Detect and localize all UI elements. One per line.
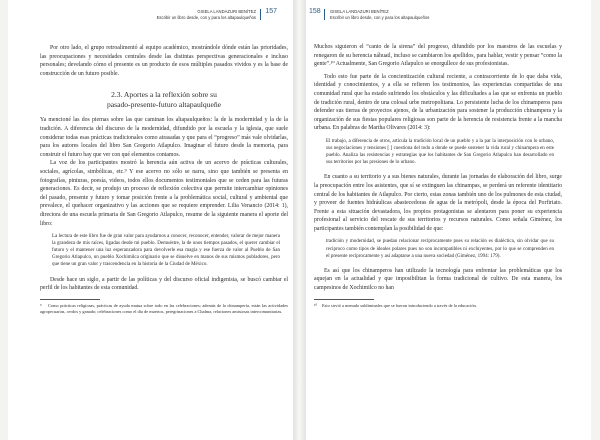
- right-footnote: [314, 303, 562, 309]
- right-block-quote-2: tradición y modernidad, se puedan relacionar recíprocamente pues su relación es dialéctica, sin olvidar que su reciproco como tipos de ideales polares pues no son incompatibles ni excluyentes, por lo que se comprenden en el presente recíprocamente y así adaptarse a una nueva sociedad (Giménez, 1994: 179).: [326, 239, 554, 259]
- right-paragraph-3: En cuanto a su territorio y a sus bienes naturales, durante las jornadas de elaboración del libro, surge la preocupación entre los asistentes, que sí se extinguen las chinampas, se perderá un referente identitario central de los habitantes de Atlapulco. Por cierto, estas zonas también uno de los pulmones de esta ciudad, y proveer de fuentes hidráulicas abastecedoras de agua de la metrópoli, desde la época del Porfiriato. Frente a esta situación devastadora, los propios protagonistas se alentaron para poner su experiencia profesional al servicio del rescate de sus territorios y recursos naturales. Como señala Giménez, los participantes también contemplan la posibilidad de que:: [314, 174, 562, 232]
- right-page: [306, 0, 591, 440]
- right-footnote-mark: ¹⁰: [314, 302, 318, 308]
- right-paragraph-1: Muchos siguieron el “canto de la sirena” del progreso, difundido por los maestros de las escuelas y renegaron de su herencia náhuatl, incluso se cambiaron los apellidos, para hablar, vestir y pensar “como la gente”.¹⁰ Actualmente, San Gregorio Atlapulco se enorgullece de sus profesionistas.: [314, 44, 562, 68]
- left-paragraph-3: La voz de los participantes mostró la herencia aún activa de un acervo de prácticas culturales, sociales, agrícolas, simbólicas, etc.⁹ Y ese acervo no sólo se narra, sino que también se presenta en fotografías, pinturas, poesía, videos, todos ellos documentos testimoniales que se ceden para las futuras generaciones. Es decir, se produjo un proceso de reflexión colectiva que permite intercambiar opiniones del pasado, presente y futuro y tomar posición frente a la problemática social, cultural y ambiental que prevalece, el quehacer organizativo y las acciones que se requiere emprender. Lilia Venancio (2014: 1), directora de una escuela primaria de San Gregorio Atlapulco, resume de la siguiente manera el aporte del libro:: [40, 160, 288, 227]
- right-page-body: [314, 43, 562, 308]
- left-header-text: [157, 9, 256, 20]
- left-footnote-text: Como prácticas religiosas, prácticas de ayuda mutua sobre todo en las celebraciones; además de la chinampería, están las actividades agropecuarias, cerdos y ganado; celebraciones como el día de muertos, peregrinaciones a Chalma, relaciones amistosas intercomunitarias.: [40, 302, 288, 314]
- left-footnote-mark: ⁹: [40, 302, 42, 308]
- left-footnote-rule: [40, 299, 100, 300]
- left-page-number: 157: [265, 8, 277, 15]
- left-paragraph-1: Por otro lado, el grupo retroalimentó al equipo académico, mostrándole dónde están las prioridades, las preocupaciones y necesidades centrales desde las distintas perspectivas generacionales e incluso personales; develando cómo el presente es un producto de esos múltiples pasados vividos y es la base de construcción de un futuro posible.: [40, 45, 288, 77]
- right-header-author: GISELA LANDAZURI BENÍTEZ: [330, 9, 389, 14]
- book-gutter: [293, 0, 306, 440]
- section-heading-line-1: 2.3. Aportes a la reflexión sobre su: [111, 90, 217, 100]
- left-header-divider: [260, 9, 261, 20]
- right-header-text: [330, 9, 429, 20]
- left-page-body: [40, 44, 288, 314]
- right-closing-paragraph: Es así que los chinamperos han utilizado la tecnología para enfrentar las problemáticas que los aquejan en la actualidad y que imposibilitan la forma tradicional de cultivo. De esta manera, los campesinos de Xochimilco no han: [314, 267, 562, 291]
- section-heading: [40, 90, 288, 110]
- right-footnote-rule: [314, 299, 374, 300]
- left-footnote: [40, 303, 288, 315]
- left-header-subtitle: Escribir un libro desde, con y para los altapaulqueños: [156, 14, 256, 20]
- right-paragraph-2: Todo esto fue parte de la concientización cultural reciente, a contracorriente de lo que daba vida, identidad y conocimientos, y a ella se refieren los testimonios, las experiencias compartidas de una comunidad rural que ha estado sufriendo los obstáculos y las dificultades a las que se enfrenta un pueblo de tradición rural, dentro de una colosal urbe metropolitana. Lo persistente lucha de los chinamperos para defender sus tierras de proyectos ajenos, de la urbanización para sostener la producción chinampera y la organización de sus fiestas populares religiosas son parte de la herencia de resistencia frente a la mancha urbana. En palabras de Martha Olivares (2014: 3):: [314, 73, 562, 132]
- left-page: [8, 0, 293, 440]
- right-header-divider: [324, 9, 325, 20]
- left-block-quote: La lectura de este libro fue de gran valor para ayudarnos a conocer, reconocer, entender, valorar de mejor manera la grandeza de mis raíces, ligadas desde mi pueblo. Demuéstre, la de unos tiempos pasados, el querer cambiar el futuro y el mantener una luz esperanzadora para devolverle esa magia y ese fuerza de valor al Pueblo de San Gregorio Atlapulco, un pueblo Xochimilca originario que se disuelve en manos de sus mismos pobladores, pero que tiene un gran valor y trascendencia en la historia de la Ciudad de México.: [52, 234, 280, 268]
- left-paragraph-2: Ya mencioné las dos piernas sobre las que caminan los altapaulqueños: la de la modernidad y la de la tradición. A diferencia del discurso de la modernidad, difundido por la escuela y la iglesia, que suele considerar todas esas prácticas tradicionales como atrasadas y que para el “progreso” más vale olvidarlas, para los autores locales del libro San Gregorio Atlapulco. Imaginar el futuro desde la memoria, para construir el futuro hay que ver con qué elementos contamos.: [40, 117, 288, 158]
- right-header-subtitle: Escribir un libro desde, con y para los altapaulqueños: [330, 14, 430, 20]
- left-closing-paragraph: Desde hace un siglo, a partir de las políticas y del discurso oficial indigenista, se buscó cambiar el perfil de los habitantes de esta comunidad.: [40, 276, 288, 292]
- left-header-author: GISELA LANDAZURI BENÍTEZ: [197, 9, 256, 14]
- right-footnote-text: Esto sirvió a menudo subliminales que se fueron introduciendo a través de la educación.: [322, 302, 477, 308]
- right-block-quote: El trabajo, a diferencia de otros, articula la tradición local de un pueblo y a la par la interposición con lo urbano, sus negociaciones y tensiones [ ] cuestiona del todo a donde se puede sostener la vida rural y chinampera en este pueblo. Analiza las resistencias y estrategias que los habitantes de San Gregorio Atlapulco han desarrollado en sus territorios por las presiones de lo urbano.: [326, 138, 554, 166]
- right-page-number: 158: [309, 8, 321, 15]
- section-heading-line-2: pasado-presente-futuro altapaulqueñe: [106, 100, 222, 110]
